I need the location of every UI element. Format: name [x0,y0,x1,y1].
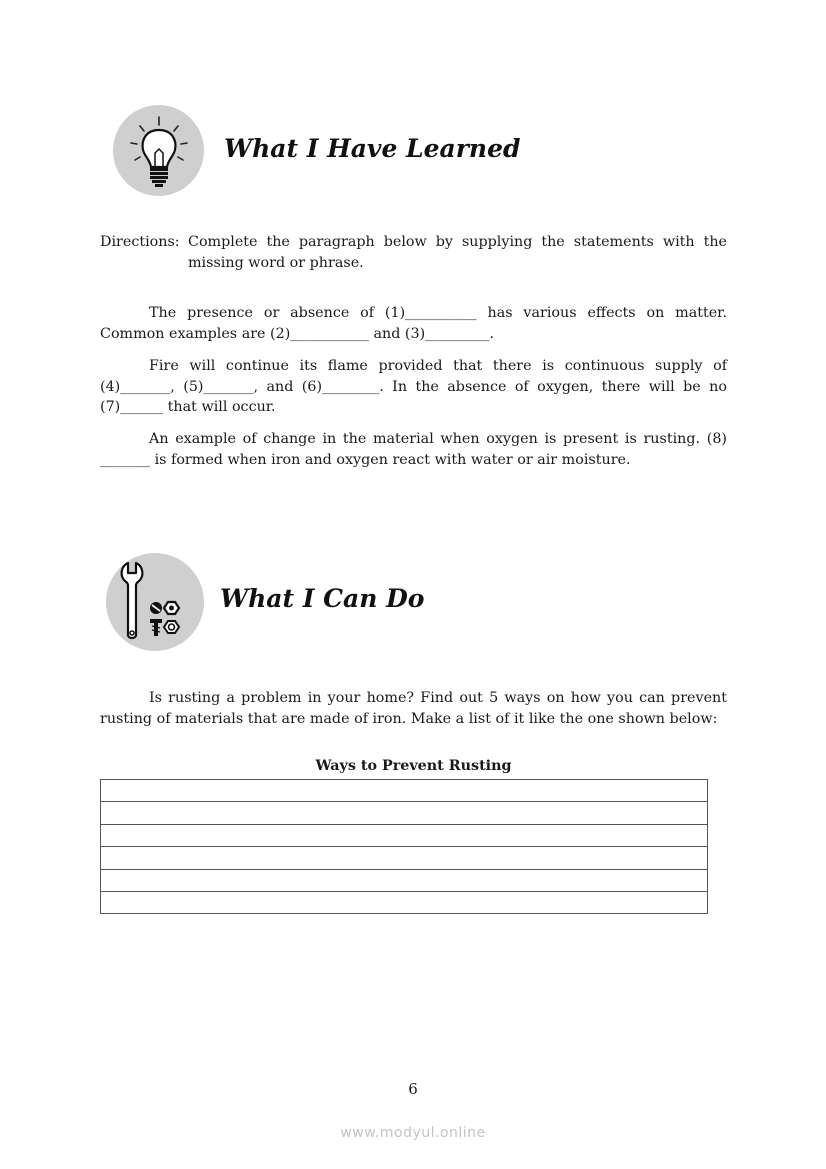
section-title-learned: What I Have Learned [224,134,521,163]
can-do-paragraph: Is rusting a problem in your home? Find out 5 ways on how you can prevent rusting of materials that are made of iron. Make a list of it like the one shown below: [100,690,727,727]
watermark: www.modyul.online [340,1125,486,1141]
table-row [101,869,708,891]
paragraph-2: Fire will continue its flame provided that there is continuous supply of (4)_______, (5)_______, and (6)________. In the absence of oxygen, there will be no (7)______ that will occur. [100,358,727,415]
directions-text: Complete the paragraph below by supplying the statements with the missing word or phrase. [188,234,727,271]
table-title: Ways to Prevent Rusting [315,758,512,774]
ways-table [100,779,708,914]
page-number: 6 [408,1080,418,1098]
table-cell[interactable] [101,869,708,891]
directions-label: Directions: [100,234,180,250]
table-cell[interactable] [101,824,708,846]
paragraph-3: An example of change in the material when oxygen is present is rusting. (8) _______ is formed when iron and oxygen react with water or air moisture. [100,431,727,468]
lightbulb-icon [113,105,204,196]
table-row [101,891,708,913]
table-cell[interactable] [101,847,708,869]
table-row [101,780,708,802]
table-cell[interactable] [101,891,708,913]
table-row [101,824,708,846]
table-cell[interactable] [101,780,708,802]
directions [100,232,727,274]
table-cell[interactable] [101,802,708,824]
section-title-can-do: What I Can Do [220,584,425,613]
table-row [101,847,708,869]
paragraph-1: The presence or absence of (1)__________ has various effects on matter. Common examples are (2)___________ and (3)_________. [100,305,727,342]
section-icon-circle [113,105,204,196]
table-row [101,802,708,824]
tools-icon [106,553,204,651]
section-icon-circle-tools [106,553,204,651]
